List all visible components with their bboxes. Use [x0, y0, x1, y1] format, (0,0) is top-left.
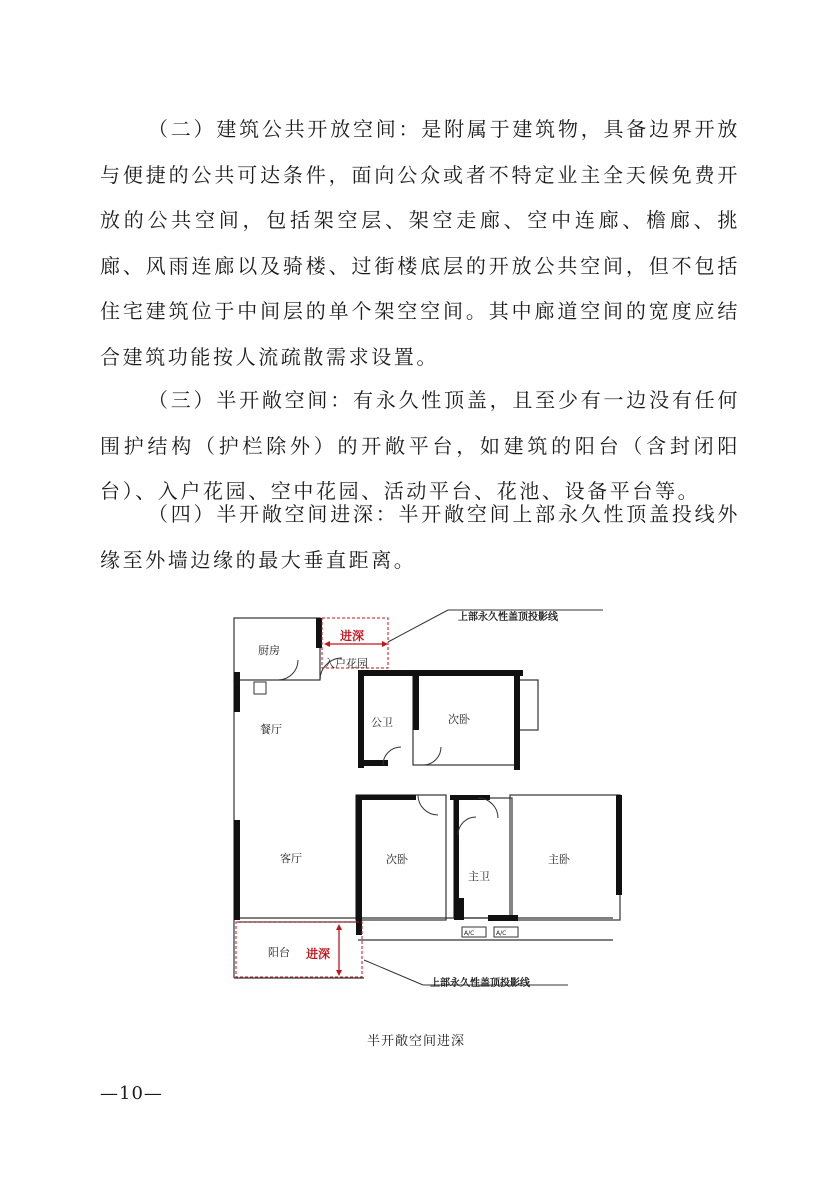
- kitchen-label: 厨房: [258, 644, 280, 657]
- figure-caption: 半开敞空间进深: [366, 1034, 465, 1049]
- master-bath-label: 主卫: [468, 870, 490, 883]
- thick-walls: [234, 618, 622, 935]
- paragraph-public-open-space: （二）建筑公共开放空间：是附属于建筑物，具备边界开放与便捷的公共可达条件，面向公众或者不特定业主全天候免费开放的公共空间，包括架空层、架空走廊、空中连廊、檐廊、挑廊、风雨连廊以及骑楼、过街楼底层的开放公共空间，但不包括住宅建筑位于中间层的单个架空空间。其中廊道空间的宽度应结合建筑功能按人流疏散需求设置。: [100, 117, 740, 369]
- floor-plan-figure: [218, 600, 630, 1000]
- ac-label-2: A/C: [496, 930, 507, 937]
- paragraph-semi-open-depth: （四）半开敞空间进深：半开敞空间上部永久性顶盖投线外缘至外墙边缘的最大垂直距离。: [100, 502, 740, 572]
- paragraph-semi-open-space: （三）半开敞空间：有永久性顶盖，且至少有一边没有任何围护结构（护栏除外）的开敞平台，如建筑的阳台（含封闭阳台）、入户花园、空中花园、活动平台、花池、设备平台等。: [100, 388, 740, 503]
- ac-label-1: A/C: [464, 930, 475, 937]
- depth-bottom-label: 进深: [306, 947, 331, 961]
- top-projection-label: 上部永久性盖顶投影线: [458, 612, 558, 623]
- bedroom-2a-label: 次卧: [448, 713, 470, 726]
- page-number: —10—: [100, 1083, 163, 1104]
- floor-plan-drawing: [218, 600, 630, 1000]
- bedroom-2b-label: 次卧: [386, 853, 408, 866]
- dining-label: 餐厅: [260, 723, 282, 736]
- balcony-label: 阳台: [268, 946, 290, 959]
- living-label: 客厅: [280, 852, 302, 865]
- bottom-projection-label: 上部永久性盖顶投影线: [430, 978, 530, 989]
- doors: [254, 658, 498, 835]
- entry-garden-label: 入户花园: [324, 657, 368, 670]
- master-bedroom-label: 主卧: [548, 853, 570, 866]
- depth-top-label: 进深: [340, 629, 365, 643]
- public-bath-label: 公卫: [371, 716, 393, 729]
